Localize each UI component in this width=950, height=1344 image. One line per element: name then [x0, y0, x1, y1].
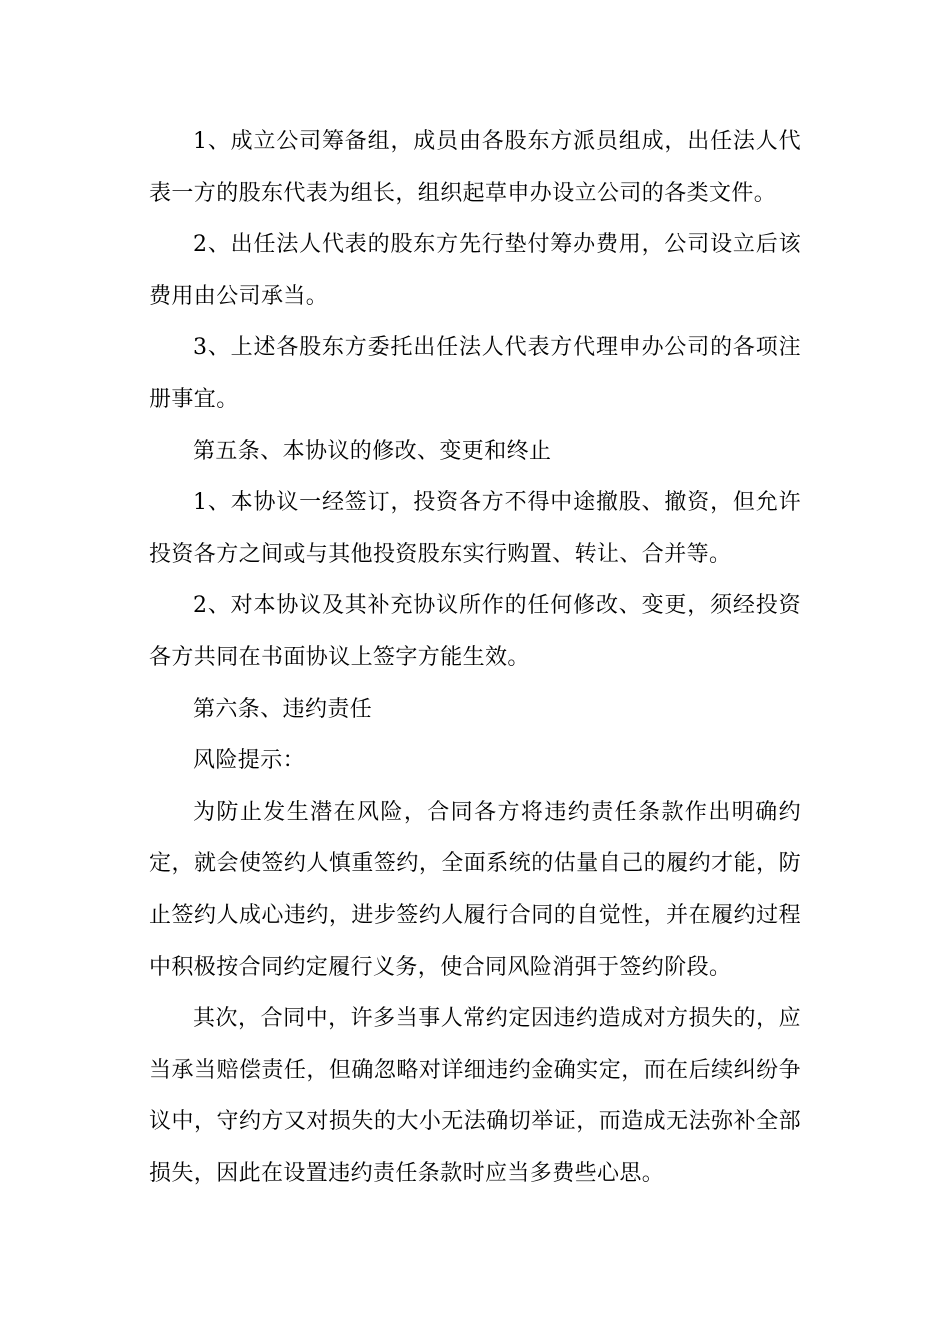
paragraph-5: 2、对本协议及其补充协议所作的任何修改、变更，须经投资各方共同在书面协议上签字方能生效。 [149, 593, 801, 670]
document-body [149, 116, 801, 1199]
paragraph-4: 1、本协议一经签订，投资各方不得中途撤股、撤资，但允许投资各方之间或与其他投资股东实行购置、转让、合并等。 [149, 490, 801, 567]
section-heading-article-6: 第六条、违约责任 [193, 696, 373, 722]
paragraph-2: 2、出任法人代表的股东方先行垫付筹办费用，公司设立后该费用由公司承当。 [149, 232, 801, 309]
risk-notice-label: 风险提示： [193, 748, 306, 774]
paragraph-6: 为防止发生潜在风险，合同各方将违约责任条款作出明确约定，就会使签约人慎重签约，全面系统的估量自己的履约才能，防止签约人成心违约，进步签约人履行合同的自觉性，并在履约过程中积极按合同约定履行义务，使合同风险消弭于签约阶段。 [149, 799, 801, 980]
paragraph-7: 其次，合同中，许多当事人常约定因违约造成对方损失的，应当承当赔偿责任，但确忽略对详细违约金确实定，而在后续纠纷争议中，守约方又对损失的大小无法确切举证，而造成无法弥补全部损失，因此在设置违约责任条款时应当多费些心思。 [149, 1006, 801, 1186]
section-heading-article-5: 第五条、本协议的修改、变更和终止 [193, 438, 552, 464]
paragraph-3: 3、上述各股东方委托出任法人代表方代理申办公司的各项注册事宜。 [149, 335, 801, 412]
paragraph-1: 1、成立公司筹备组，成员由各股东方派员组成，出任法人代表一方的股东代表为组长，组织起草申办设立公司的各类文件。 [149, 129, 801, 206]
